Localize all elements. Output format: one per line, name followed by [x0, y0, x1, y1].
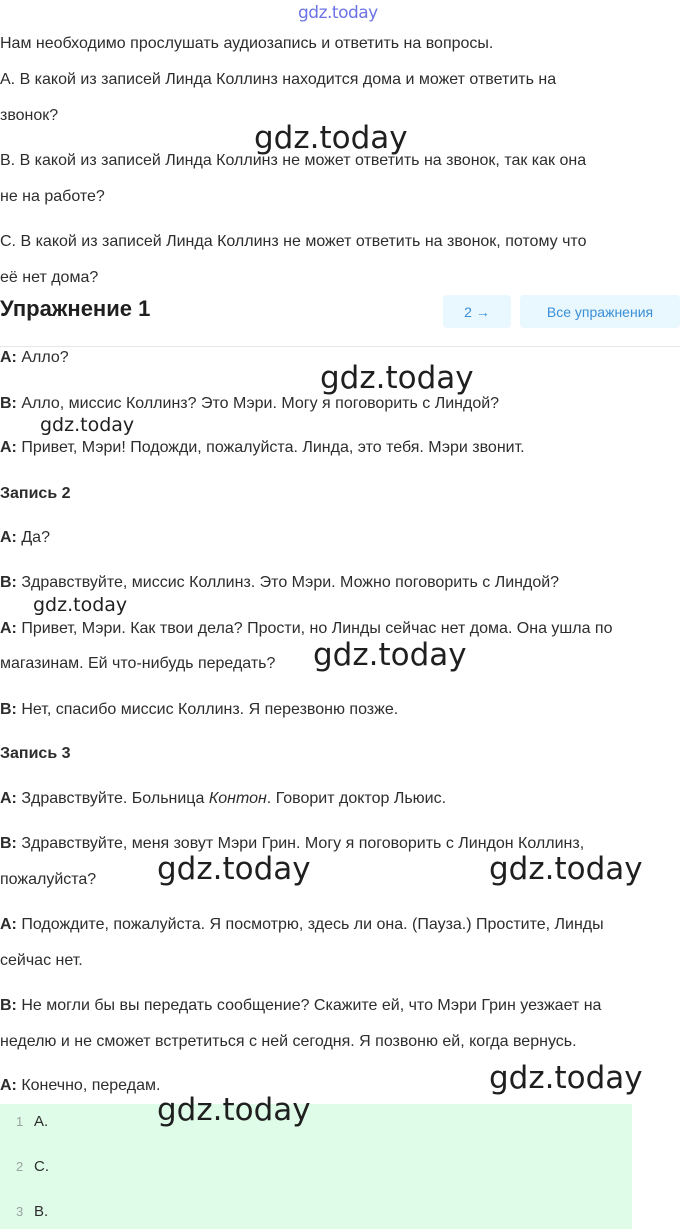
dialog-line [0, 1077, 160, 1095]
speaker: A: [0, 790, 17, 807]
hospital-name: Контон [208, 790, 267, 807]
answer-value: A. [34, 1113, 49, 1130]
dialog-line [0, 620, 612, 638]
speaker: A: [0, 439, 17, 456]
watermark: gdz.today [489, 1060, 643, 1096]
line-text: Алло? [16, 349, 69, 366]
dialog-line [0, 1033, 577, 1051]
watermark: gdz.today [320, 360, 474, 396]
dialog-line [0, 655, 275, 673]
line-text: Здравствуйте. Больница [16, 790, 209, 807]
answer-item [16, 1113, 48, 1130]
intro-line: B. В какой из записей Линда Коллинз не может ответить на звонок, так как она [0, 152, 587, 169]
record-title: Запись 3 [0, 745, 71, 762]
dialog-line [0, 952, 83, 970]
speaker: A: [0, 349, 17, 366]
dialog-line [0, 790, 446, 808]
line-text: неделю и не сможет встретиться с ней сегодня. Я позвоню ей, когда вернусь. [0, 1033, 577, 1050]
answer-number: 3 [16, 1204, 24, 1219]
intro-line: C. В какой из записей Линда Коллинз не может ответить на звонок, потому что [0, 233, 587, 250]
speaker: B: [0, 574, 17, 591]
dialog-line [0, 997, 601, 1015]
line-text: Алло, миссис Коллинз? Это Мэри. Могу я поговорить с Линдой? [16, 395, 500, 412]
answer-item [16, 1203, 48, 1220]
dialog-line [0, 701, 398, 719]
speaker: B: [0, 395, 17, 412]
intro-line: Нам необходимо прослушать аудиозапись и ответить на вопросы. [0, 35, 494, 52]
watermark: gdz.today [254, 120, 408, 156]
dialog-line [0, 439, 525, 457]
answer-value: B. [34, 1203, 49, 1220]
exercise-title: Упражнение 1 [0, 296, 151, 321]
line-text: Привет, Мэри. Как твои дела? Прости, но Линды сейчас нет дома. Она ушла по [16, 620, 613, 637]
line-text: Здравствуйте, меня зовут Мэри Грин. Могу я поговорить с Линдон Коллинз, [16, 835, 585, 852]
line-text: сейчас нет. [0, 952, 83, 969]
dialog-line [0, 574, 559, 592]
answer-number: 1 [16, 1114, 24, 1129]
watermark-top: gdz.today [298, 3, 378, 23]
line-text: Конечно, передам. [16, 1077, 161, 1094]
record-title: Запись 2 [0, 485, 71, 502]
answers-panel [0, 1104, 632, 1229]
intro-line: A. В какой из записей Линда Коллинз находится дома и может ответить на [0, 71, 557, 88]
dialog-line [0, 395, 499, 413]
answer-item [16, 1158, 49, 1175]
divider [0, 346, 680, 347]
speaker: A: [0, 916, 17, 933]
intro-line: её нет дома? [0, 269, 99, 286]
line-text: Да? [16, 529, 50, 546]
line-text: Подождите, пожалуйста. Я посмотрю, здесь ли она. (Пауза.) Простите, Линды [16, 916, 604, 933]
watermark: gdz.today [157, 851, 311, 887]
line-text: Нет, спасибо миссис Коллинз. Я перезвоню позже. [16, 701, 399, 718]
speaker: A: [0, 529, 17, 546]
dialog-line [0, 871, 96, 889]
line-text: . Говорит доктор Льюис. [266, 790, 447, 807]
speaker: A: [0, 620, 17, 637]
intro-line: не на работе? [0, 188, 105, 205]
speaker: B: [0, 701, 17, 718]
watermark: gdz.today [40, 414, 135, 436]
dialog-line [0, 349, 69, 367]
line-text: магазинам. Ей что-нибудь передать? [0, 655, 276, 672]
speaker: B: [0, 835, 17, 852]
line-text: пожалуйста? [0, 871, 97, 888]
watermark: gdz.today [489, 851, 643, 887]
line-text: Не могли бы вы передать сообщение? Скажите ей, что Мэри Грин уезжает на [16, 997, 602, 1014]
next-exercise-button[interactable]: 2 → [443, 295, 511, 328]
speaker: A: [0, 1077, 17, 1094]
watermark: gdz.today [157, 1092, 311, 1128]
speaker: B: [0, 997, 17, 1014]
line-text: Здравствуйте, миссис Коллинз. Это Мэри. Можно поговорить с Линдой? [16, 574, 560, 591]
watermark: gdz.today [313, 637, 467, 673]
answer-number: 2 [16, 1159, 24, 1174]
dialog-line [0, 916, 604, 934]
watermark: gdz.today [33, 594, 128, 616]
line-text: Привет, Мэри! Подожди, пожалуйста. Линда, это тебя. Мэри звонит. [16, 439, 525, 456]
answer-value: C. [34, 1158, 49, 1175]
all-exercises-button[interactable]: Все упражнения [520, 295, 680, 328]
intro-line: звонок? [0, 107, 59, 124]
dialog-line [0, 529, 50, 547]
